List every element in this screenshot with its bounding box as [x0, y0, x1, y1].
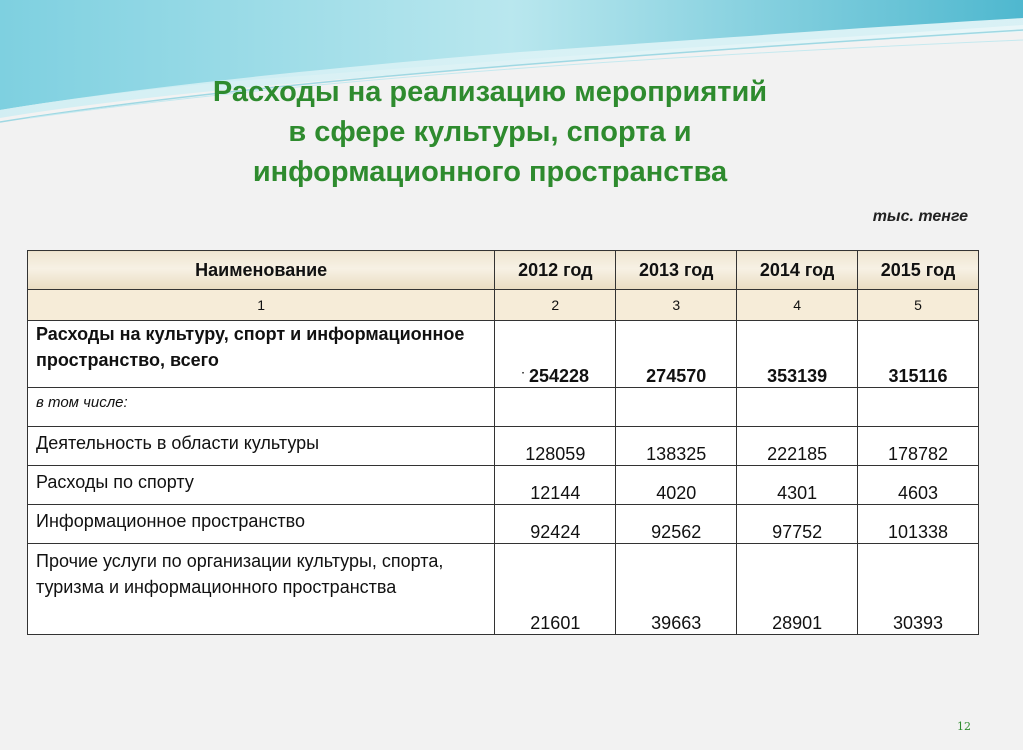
- empty-cell: [495, 388, 616, 427]
- cell-value: 97752: [737, 505, 858, 544]
- cell-value: 101338: [858, 505, 979, 544]
- cell-value: 39663: [616, 544, 737, 635]
- cell-value: 315116: [858, 321, 979, 388]
- cell-value: 128059: [495, 427, 616, 466]
- expenses-table: [27, 250, 979, 635]
- bullet-dot-icon: ·: [521, 368, 525, 379]
- row-name: Деятельность в области культуры: [28, 427, 495, 466]
- column-number: 5: [858, 290, 979, 321]
- slide-title: [120, 72, 860, 192]
- table-row: [28, 427, 979, 466]
- empty-cell: [858, 388, 979, 427]
- cell-value: 353139: [737, 321, 858, 388]
- header-2015: 2015 год: [858, 251, 979, 290]
- column-number: 1: [28, 290, 495, 321]
- row-name: Расходы по спорту: [28, 466, 495, 505]
- empty-cell: [737, 388, 858, 427]
- cell-value: 4020: [616, 466, 737, 505]
- column-number: 2: [495, 290, 616, 321]
- slide-title-line-1: Расходы на реализацию мероприятий: [212, 76, 768, 108]
- header-name: Наименование: [28, 251, 495, 290]
- row-name: Прочие услуги по организации культуры, спорта, туризма и информационного пространства: [28, 544, 495, 635]
- cell-value: 4301: [737, 466, 858, 505]
- cell-value: 92424: [495, 505, 616, 544]
- table-row: [28, 466, 979, 505]
- slide-title-line-3: информационного пространства: [252, 156, 728, 188]
- table-row-including: [28, 388, 979, 427]
- table-row: [28, 505, 979, 544]
- cell-value: [495, 321, 616, 388]
- cell-value: 12144: [495, 466, 616, 505]
- cell-value: 274570: [616, 321, 737, 388]
- column-number: 4: [737, 290, 858, 321]
- column-number: 3: [616, 290, 737, 321]
- table-row: [28, 544, 979, 635]
- slide-title-line-2: в сфере культуры, спорта и: [288, 116, 692, 148]
- row-name: Информационное пространство: [28, 505, 495, 544]
- row-name: Расходы на культуру, спорт и информационное пространство, всего: [28, 321, 495, 388]
- cell-value: 222185: [737, 427, 858, 466]
- cell-value: 21601: [495, 544, 616, 635]
- cell-value: 138325: [616, 427, 737, 466]
- table-row-total: [28, 321, 979, 388]
- cell-value: 92562: [616, 505, 737, 544]
- header-2013: 2013 год: [616, 251, 737, 290]
- header-2014: 2014 год: [737, 251, 858, 290]
- header-2012: 2012 год: [495, 251, 616, 290]
- cell-value: 178782: [858, 427, 979, 466]
- page-number: 12: [957, 720, 971, 733]
- empty-cell: [616, 388, 737, 427]
- cell-value: 28901: [737, 544, 858, 635]
- cell-value-text: 254228: [528, 366, 590, 386]
- cell-value: 30393: [858, 544, 979, 635]
- cell-value: 4603: [858, 466, 979, 505]
- units-label: тыс. тенге: [872, 208, 968, 225]
- table-header-row: [28, 251, 979, 290]
- column-number-row: [28, 290, 979, 321]
- including-label: в том числе:: [28, 388, 495, 427]
